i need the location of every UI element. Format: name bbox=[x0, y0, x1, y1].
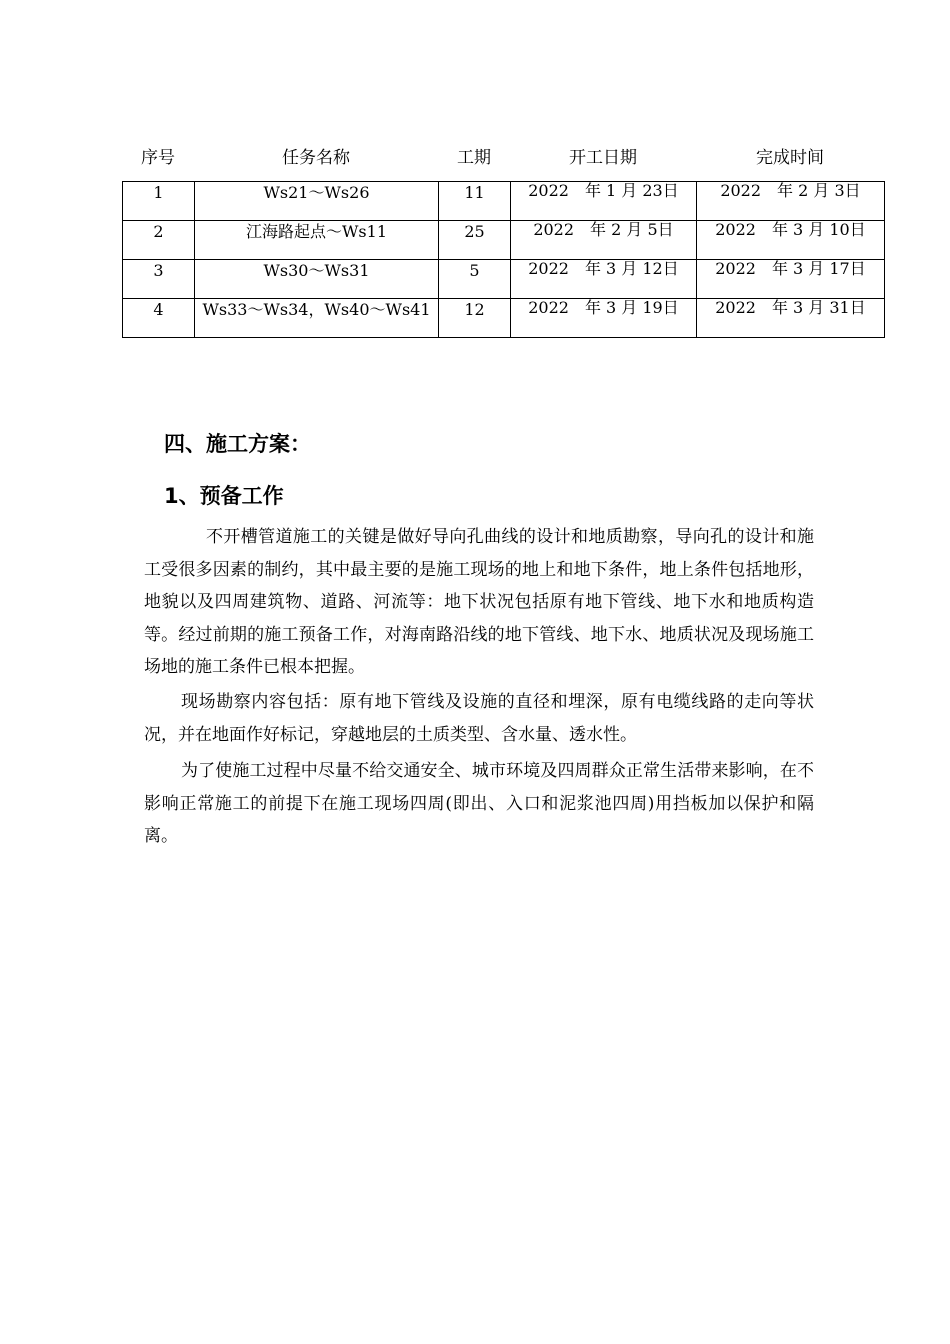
cell-task: Ws21～Ws26 bbox=[195, 182, 439, 221]
cell-days: 12 bbox=[439, 299, 511, 338]
header-start-date: 开工日期 bbox=[569, 148, 637, 168]
cell-end: 2022 年 3 月 10日 bbox=[697, 221, 885, 260]
header-days: 工期 bbox=[457, 148, 491, 168]
table-row bbox=[123, 299, 885, 338]
subsection-title: 1、预备工作 bbox=[164, 484, 284, 508]
cell-no: 4 bbox=[123, 299, 195, 338]
cell-no: 2 bbox=[123, 221, 195, 260]
cell-start: 2022 年 1 月 23日 bbox=[511, 182, 697, 221]
cell-end: 2022 年 3 月 17日 bbox=[697, 260, 885, 299]
cell-task: 江海路起点～Ws11 bbox=[195, 221, 439, 260]
cell-days: 5 bbox=[439, 260, 511, 299]
paragraph: 现场勘察内容包括：原有地下管线及设施的直径和埋深，原有电缆线路的走向等状况，并在地面作好标记，穿越地层的土质类型、含水量、透水性。 bbox=[144, 692, 814, 745]
cell-end: 2022 年 2 月 3日 bbox=[697, 182, 885, 221]
cell-task: Ws30～Ws31 bbox=[195, 260, 439, 299]
paragraph: 不开槽管道施工的关键是做好导向孔曲线的设计和地质勘察，导向孔的设计和施工受很多因素的制约，其中最主要的是施工现场的地上和地下条件，地上条件包括地形，地貌以及四周建筑物、道路、河流等：地下状况包括原有地下管线、地下水和地质构造等。经过前期的施工预备工作，对海南路沿线的地下管线、地下水、地质状况及现场施工场地的施工条件已根本把握。 bbox=[144, 527, 814, 677]
table-row bbox=[123, 221, 885, 260]
table-row bbox=[123, 260, 885, 299]
cell-start: 2022 年 3 月 19日 bbox=[511, 299, 697, 338]
header-end-date: 完成时间 bbox=[756, 148, 824, 168]
cell-days: 25 bbox=[439, 221, 511, 260]
cell-task: Ws33～Ws34，Ws40～Ws41 bbox=[195, 299, 439, 338]
cell-no: 1 bbox=[123, 182, 195, 221]
paragraph: 为了使施工过程中尽量不给交通安全、城市环境及四周群众正常生活带来影响，在不影响正常施工的前提下在施工现场四周(即出、入口和泥浆池四周)用挡板加以保护和隔离。 bbox=[144, 761, 814, 846]
cell-start: 2022 年 3 月 12日 bbox=[511, 260, 697, 299]
table-row bbox=[123, 182, 885, 221]
cell-no: 3 bbox=[123, 260, 195, 299]
header-task: 任务名称 bbox=[282, 148, 350, 168]
cell-days: 11 bbox=[439, 182, 511, 221]
cell-end: 2022 年 3 月 31日 bbox=[697, 299, 885, 338]
cell-start: 2022 年 2 月 5日 bbox=[511, 221, 697, 260]
section-title: 四、施工方案： bbox=[164, 432, 311, 456]
schedule-table bbox=[122, 181, 885, 338]
header-no: 序号 bbox=[141, 148, 175, 168]
